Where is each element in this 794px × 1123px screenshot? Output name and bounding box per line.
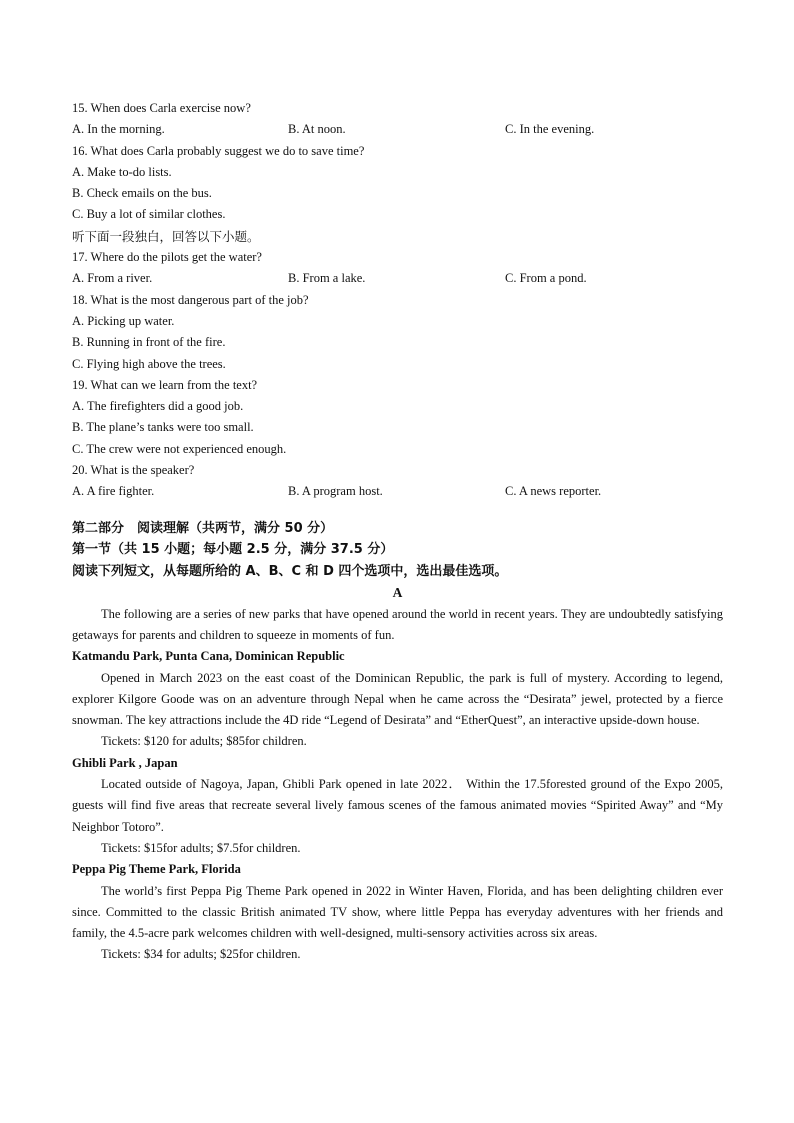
option-b: B. A program host. [288,484,383,499]
part-title: 第二部分 阅读理解（共两节，满分 50 分） [72,520,334,536]
section-title: 第一节（共 15 小题；每小题 2.5 分，满分 37.5 分） [72,542,394,558]
question-15: 15. When does Carla exercise now? [72,101,251,115]
option-a: A. The firefighters did a good job. [72,399,244,414]
question-20-options [72,481,723,502]
question-15-options [72,119,723,140]
option-b: B. Check emails on the bus. [72,186,212,201]
passage-label: A [392,585,403,601]
park-heading: Peppa Pig Theme Park, Florida [72,862,241,877]
option-a: A. A fire fighter. [72,484,155,499]
option-a: A. Picking up water. [72,313,175,328]
question-20: 20. What is the speaker? [72,463,195,478]
option-c: C. The crew were not experienced enough. [72,441,287,456]
park-tickets: Tickets: $34 for adults; $25for children. [101,947,301,962]
park-tickets: Tickets: $15for adults; $7.5for children. [101,840,301,855]
park-description: Located outside of Nagoya, Japan, Ghibli Park opened in late 2022． Within the 17.5forested ground of the Expo 2005, guests will find five areas that recreate several lively famous scenes of the famous animated movies “Spirited Away” and “My Neighbor Totoro”. [72,777,723,834]
passage-intro: The following are a series of new parks that have opened around the world in recent years. They are undoubtedly satisfying getaways for parents and children to squeeze in moments of fun. [72,606,723,642]
park-heading: Katmandu Park, Punta Cana, Dominican Republic [72,649,345,664]
park-description: Opened in March 2023 on the east coast of the Dominican Republic, the park is full of mystery. According to legend, explorer Kilgore Goode was on an adventure through Nepal when he came across the “Desirata” jewel, protected by a fierce snowman. The key attractions include the 4D ride “Legend of Desirata” and “EtherQuest”, an interactive upside-down house. [72,670,723,728]
option-b: B. The plane’s tanks were too small. [72,420,254,435]
park-heading: Ghibli Park , Japan [72,755,178,770]
section-gap [72,503,723,518]
option-a: A. From a river. [72,271,153,286]
question-19: 19. What can we learn from the text? [72,377,258,392]
option-a: A. In the morning. [72,122,165,137]
option-c: C. In the evening. [505,122,595,137]
question-17: 17. Where do the pilots get the water? [72,250,262,265]
question-17-options [72,268,723,289]
option-c: C. Buy a lot of similar clothes. [72,207,226,222]
option-c: C. A news reporter. [505,484,602,499]
park-tickets: Tickets: $120 for adults; $85for children. [101,734,307,749]
option-b: B. Running in front of the fire. [72,335,226,350]
question-18: 18. What is the most dangerous part of the job? [72,292,309,307]
option-c: C. From a pond. [505,271,587,286]
monologue-instruction: 听下面一段独白，回答以下小题。 [72,228,260,244]
question-16: 16. What does Carla probably suggest we do to save time? [72,143,365,158]
option-b: B. From a lake. [288,271,366,286]
option-b: B. At noon. [288,122,346,137]
park-description: The world’s first Peppa Pig Theme Park opened in 2022 in Winter Haven, Florida, and has been delighting children ever since. Committed to the classic British animated TV show, where little Peppa has everyday adventures with her friends and family, the 4.5-acre park welcomes children with well-designed, multi-sensory activities across six areas. [72,883,723,941]
reading-instruction: 阅读下列短文，从每题所给的 A、B、C 和 D 四个选项中，选出最佳选项。 [72,563,508,579]
option-a: A. Make to-do lists. [72,164,172,179]
option-c: C. Flying high above the trees. [72,356,226,371]
exam-page [72,98,723,966]
